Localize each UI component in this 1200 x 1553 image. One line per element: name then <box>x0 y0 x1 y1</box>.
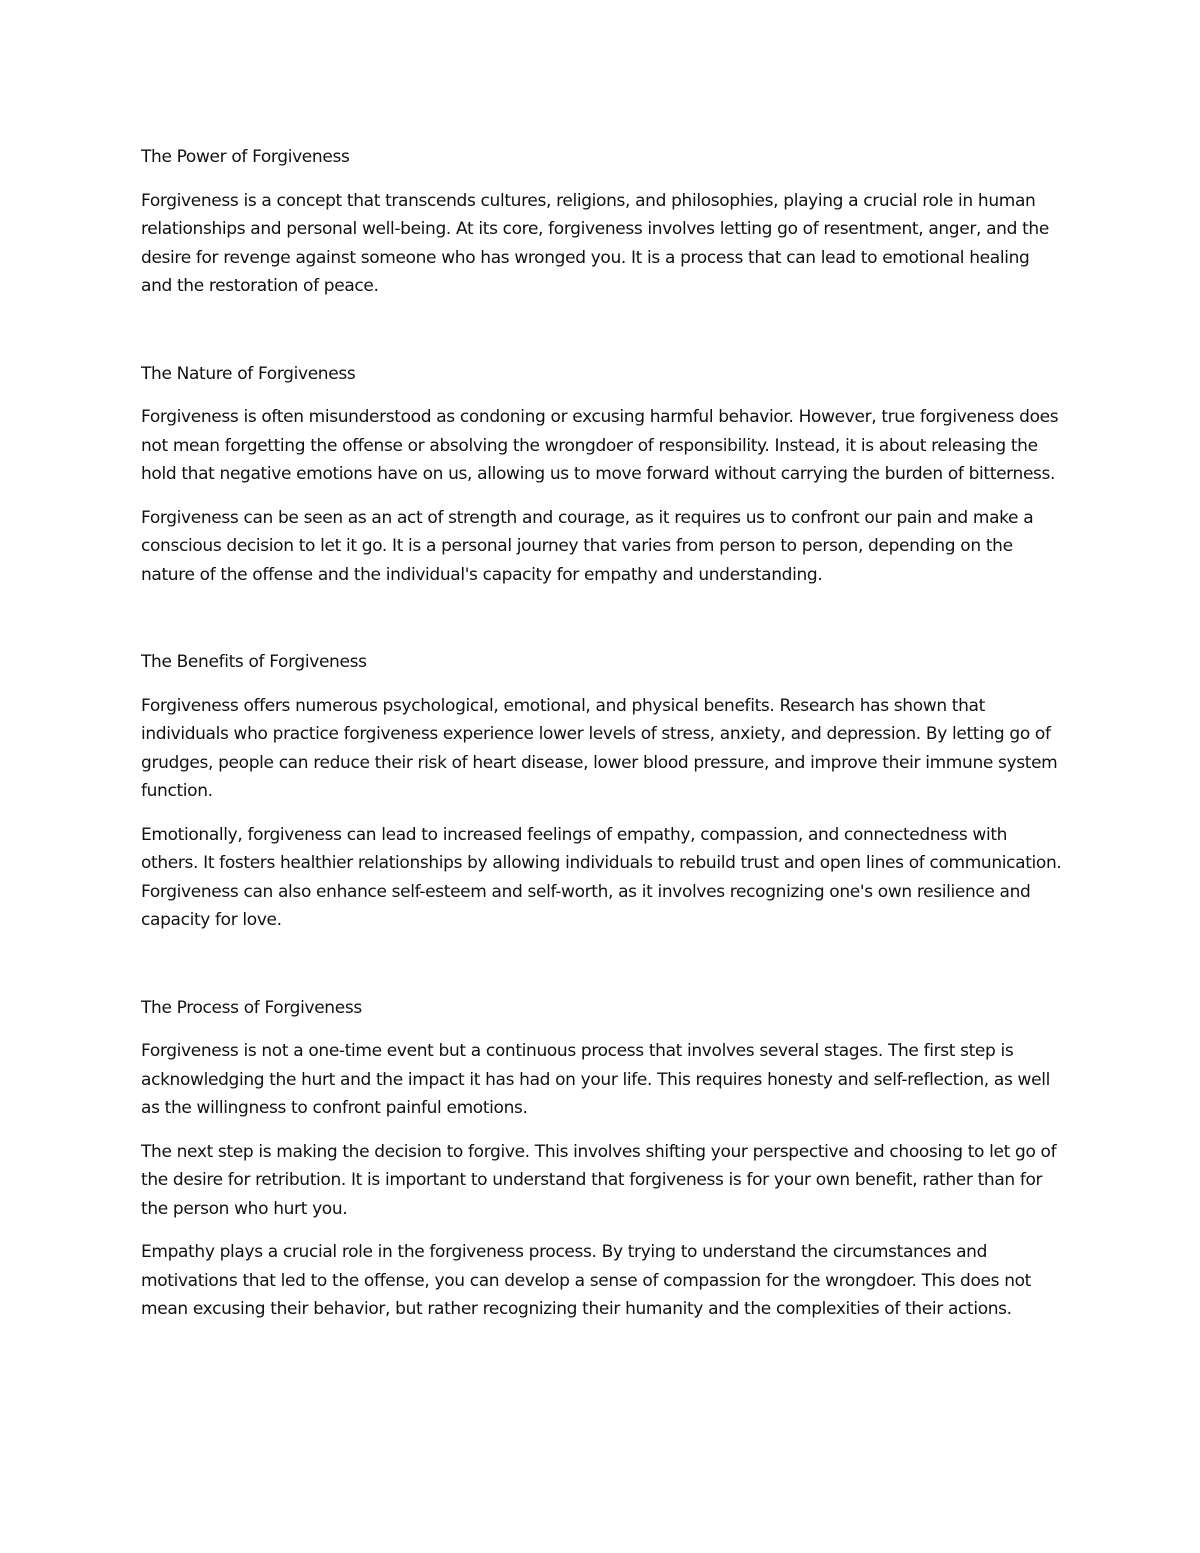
paragraph: Forgiveness is a concept that transcends cultures, religions, and philosophies, playing a crucial role in human relationships and personal well-being. At its core, forgiveness involves letting go of resentment, anger, and the desire for revenge against someone who has wronged you. It is a process that can lead to emotional healing and the restoration of peace. <box>141 190 1049 296</box>
paragraph: The next step is making the decision to forgive. This involves shifting your perspective and choosing to let go of the desire for retribution. It is important to understand that forgiveness is for your own benefit, rather than for the person who hurt you. <box>141 1141 1057 1219</box>
paragraph: Forgiveness is often misunderstood as condoning or excusing harmful behavior. However, true forgiveness does not mean forgetting the offense or absolving the wrongdoer of responsibility. Instead, it is about releasing the hold that negative emotions have on us, allowing us to move forward without carrying the burden of bitterness. <box>141 407 1059 484</box>
paragraph: Forgiveness offers numerous psychological, emotional, and physical benefits. Research has shown that individuals who practice forgiveness experience lower levels of stress, anxiety, and depression. By letting go of grudges, people can reduce their risk of heart disease, lower blood pressure, and improve their immune system function. <box>141 695 1058 801</box>
section-spacer <box>141 604 1065 648</box>
section-process-of-forgiveness <box>141 994 1065 1324</box>
paragraph: Forgiveness can be seen as an act of strength and courage, as it requires us to confront our pain and make a conscious decision to let it go. It is a personal journey that varies from person to person, depending on the nature of the offense and the individual's capacity for empathy and understanding. <box>141 507 1034 585</box>
paragraph: Forgiveness is not a one-time event but a continuous process that involves several stages. The first step is acknowledging the hurt and the impact it has had on your life. This requires honesty and self-reflection, as well as the willingness to confront painful emotions. <box>141 1041 1050 1118</box>
document-body <box>141 143 1065 1339</box>
section-spacer <box>141 950 1065 994</box>
section-heading: The Process of Forgiveness <box>141 997 362 1018</box>
section-power-of-forgiveness <box>141 143 1065 301</box>
section-nature-of-forgiveness <box>141 360 1065 590</box>
paragraph: Emotionally, forgiveness can lead to increased feelings of empathy, compassion, and connectedness with others. It fosters healthier relationships by allowing individuals to rebuild trust and open lines of communication. Forgiveness can also enhance self-esteem and self-worth, as it involves recognizing one's own resilience and capacity for love. <box>141 824 1062 930</box>
section-heading: The Benefits of Forgiveness <box>141 652 367 672</box>
paragraph: Empathy plays a crucial role in the forgiveness process. By trying to understand the circumstances and motivations that led to the offense, you can develop a sense of compassion for the wrongdoer. This does not mean excusing their behavior, but rather recognizing their humanity and the complexities of their actions. <box>141 1242 1031 1319</box>
section-heading: The Nature of Forgiveness <box>141 363 356 384</box>
section-spacer <box>141 316 1065 360</box>
section-heading: The Power of Forgiveness <box>141 147 350 167</box>
section-benefits-of-forgiveness <box>141 648 1065 935</box>
